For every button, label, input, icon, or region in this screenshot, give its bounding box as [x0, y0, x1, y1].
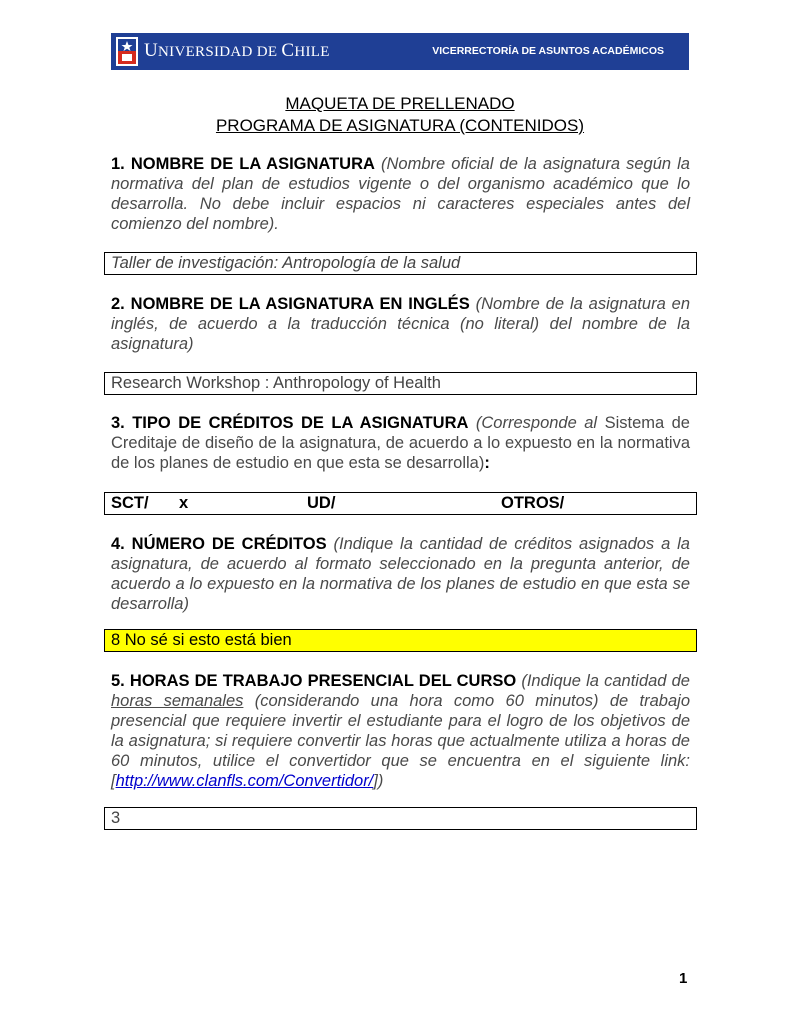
credit-type-ud[interactable]: UD/ — [307, 494, 336, 512]
section-2-value-field[interactable]: Research Workshop : Anthropology of Health — [104, 372, 697, 395]
section-2-note: (Nombre de la asignatura en inglés, de acuerdo a la traducción técnica (no literal) del nombre de la asignatura) — [111, 295, 690, 353]
section-5-note-c: ]) — [373, 772, 384, 790]
credit-type-otros[interactable]: OTROS/ — [501, 494, 565, 512]
document-title-line2: PROGRAMA DE ASIGNATURA (CONTENIDOS) — [215, 116, 585, 135]
section-5-note-a: (Indique la cantidad de — [521, 672, 690, 690]
university-name: UNIVERSIDAD DE CHILE — [144, 40, 330, 61]
section-4-value-field[interactable]: 8 No sé si esto está bien — [104, 629, 697, 652]
section-2-heading: 2. NOMBRE DE LA ASIGNATURA EN INGLÉS — [111, 295, 470, 313]
section-1-heading: 1. NOMBRE DE LA ASIGNATURA — [111, 155, 375, 173]
section-5-value-field[interactable]: 3 — [104, 807, 697, 830]
section-1-note: (Nombre oficial de la asignatura según la normativa del plan de estudios vigente o del organismo académico que lo desarrolla. No debe incluir espacios ni caracteres especiales antes del comienzo del nombre). — [111, 155, 690, 233]
section-3-colon: : — [484, 454, 490, 472]
section-5-note-underlined: horas semanales — [111, 692, 244, 710]
document-title-line1: MAQUETA DE PRELLENADO — [285, 94, 515, 113]
header-banner — [111, 33, 689, 70]
page-number: 1 — [679, 970, 688, 987]
section-3-instructions — [111, 413, 690, 473]
section-5-note-b: (considerando una hora como 60 minutos) de trabajo presencial que requiere invertir el estudiante para el logro de los objetivos de la asignatura; si requiere convertir las horas que actualmente utiliza a horas de 60 minutos, utilice el convertidor que se encuentra en el siguiente link: [ — [111, 692, 690, 790]
section-1-value-field[interactable]: Taller de investigación: Antropología de la salud — [104, 252, 697, 275]
section-5-heading: 5. HORAS DE TRABAJO PRESENCIAL DEL CURSO — [111, 672, 517, 690]
university-shield-icon — [116, 37, 138, 66]
section-1-instructions — [111, 154, 690, 234]
section-4-instructions — [111, 534, 690, 614]
section-4-heading: 4. NÚMERO DE CRÉDITOS — [111, 535, 327, 553]
section-3-note-italic: (Corresponde al — [475, 414, 598, 432]
section-3-heading: 3. TIPO DE CRÉDITOS DE LA ASIGNATURA — [111, 414, 469, 432]
section-4-note: (Indique la cantidad de créditos asignados a la asignatura, de acuerdo al formato seleccionado en la pregunta anterior, de acuerdo a lo expuesto en la normativa de los planes de estudio en que esta se desarrolla) — [111, 535, 690, 613]
credit-type-sct-mark: x — [179, 494, 189, 512]
vicerrectoria-label: VICERRECTORÍA DE ASUNTOS ACADÉMICOS — [432, 45, 664, 57]
section-2-instructions — [111, 294, 690, 354]
section-3-credit-types-field — [104, 492, 697, 515]
credit-type-sct[interactable]: SCT/ — [111, 494, 149, 512]
section-3-note: Sistema de Creditaje de diseño de la asignatura, de acuerdo a lo expuesto en la normativa de los planes de estudio en que esta se desarrolla) — [111, 414, 690, 472]
convertidor-link[interactable]: http://www.clanfls.com/Convertidor/ — [115, 772, 374, 790]
section-5-instructions — [111, 671, 690, 791]
